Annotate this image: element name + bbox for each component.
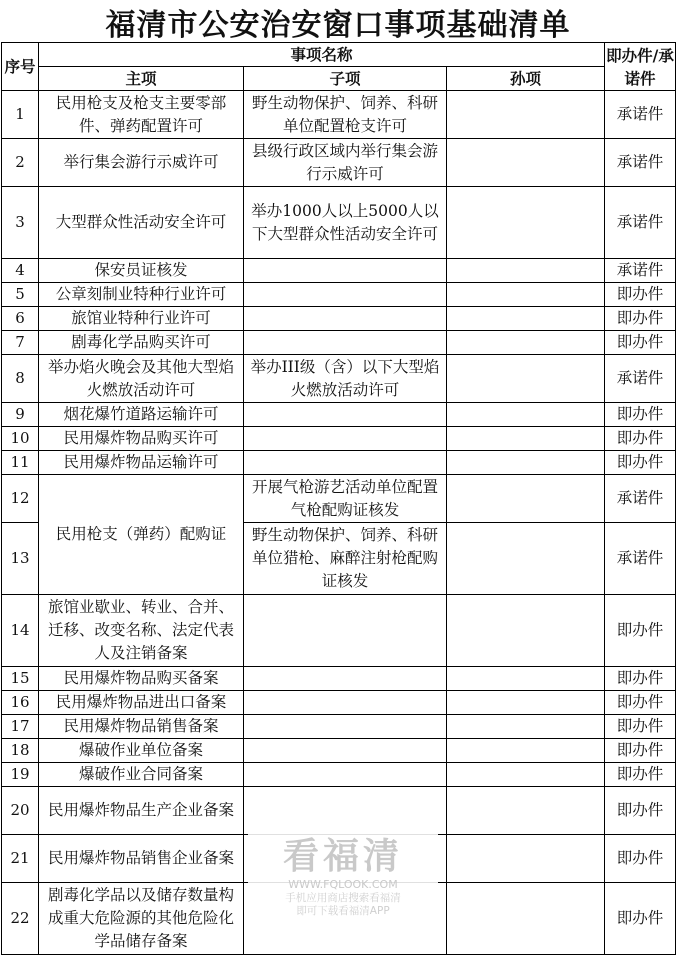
row-grandchild [447,883,605,955]
row-type: 即办件 [605,787,676,835]
row-type: 承诺件 [605,91,676,139]
row-grandchild [447,187,605,259]
row-main: 剧毒化学品购买许可 [39,331,244,355]
watermark-line1: 手机应用商店搜索看福清 [285,892,401,904]
row-type: 即办件 [605,691,676,715]
table-row [2,331,676,355]
row-sub [244,667,447,691]
header-seq: 序号 [2,43,39,91]
table-row [2,787,676,835]
row-sub [244,403,447,427]
row-sub [244,331,447,355]
row-grandchild [447,691,605,715]
row-type: 即办件 [605,331,676,355]
row-seq: 16 [2,691,39,715]
row-seq: 19 [2,763,39,787]
row-seq: 7 [2,331,39,355]
row-sub [244,691,447,715]
row-grandchild [447,355,605,403]
row-seq: 1 [2,91,39,139]
table-row [2,187,676,259]
row-grandchild [447,523,605,595]
row-main: 民用枪支及枪支主要零部件、弹药配置许可 [39,91,244,139]
row-type: 即办件 [605,307,676,331]
watermark-url: WWW.FQLOOK.COM [288,878,398,891]
table-row [2,691,676,715]
row-sub [244,259,447,283]
row-seq: 8 [2,355,39,403]
row-seq: 22 [2,883,39,955]
row-main: 旅馆业特种行业许可 [39,307,244,331]
table-row [2,883,676,955]
row-main: 举行集会游行示威许可 [39,139,244,187]
row-type: 承诺件 [605,187,676,259]
row-main: 民用爆炸物品销售备案 [39,715,244,739]
row-type: 即办件 [605,403,676,427]
row-seq: 14 [2,595,39,667]
watermark-line2: 即可下载看福清APP [296,905,390,917]
table-row [2,715,676,739]
row-type: 即办件 [605,835,676,883]
row-type: 即办件 [605,739,676,763]
table-row [2,91,676,139]
row-grandchild [447,139,605,187]
row-grandchild [447,763,605,787]
table-row [2,403,676,427]
row-sub: 举办III级（含）以下大型焰火燃放活动许可 [244,355,447,403]
row-sub [244,835,447,883]
row-sub [244,715,447,739]
row-seq: 11 [2,451,39,475]
row-type: 承诺件 [605,355,676,403]
header-sub: 子项 [244,67,447,91]
watermark-logo: 看福清 [282,836,403,877]
row-seq: 15 [2,667,39,691]
row-sub [244,451,447,475]
row-type: 即办件 [605,667,676,691]
row-main: 民用枪支（弹药）配购证 [39,475,244,595]
row-sub: 野生动物保护、饲养、科研单位猎枪、麻醉注射枪配购证核发 [244,523,447,595]
row-grandchild [447,475,605,523]
row-grandchild [447,595,605,667]
table-row [2,763,676,787]
row-grandchild [447,715,605,739]
row-type: 即办件 [605,427,676,451]
row-type: 承诺件 [605,523,676,595]
row-main: 大型群众性活动安全许可 [39,187,244,259]
row-grandchild [447,403,605,427]
row-grandchild [447,91,605,139]
page-title: 福清市公安治安窗口事项基础清单 [105,8,571,43]
row-seq: 5 [2,283,39,307]
row-sub [244,763,447,787]
row-grandchild [447,667,605,691]
row-main: 民用爆炸物品购买备案 [39,667,244,691]
row-main: 保安员证核发 [39,259,244,283]
row-grandchild [447,283,605,307]
row-seq: 2 [2,139,39,187]
row-sub: 开展气枪游艺活动单位配置气枪配购证核发 [244,475,447,523]
row-grandchild [447,451,605,475]
row-type: 承诺件 [605,475,676,523]
header-grandchild: 孙项 [447,67,605,91]
row-main: 民用爆炸物品进出口备案 [39,691,244,715]
row-sub [244,427,447,451]
row-seq: 12 [2,475,39,523]
row-type: 即办件 [605,883,676,955]
row-main: 旅馆业歇业、转业、合并、迁移、改变名称、法定代表人及注销备案 [39,595,244,667]
row-grandchild [447,331,605,355]
row-main: 举办焰火晚会及其他大型焰火燃放活动许可 [39,355,244,403]
row-grandchild [447,427,605,451]
row-seq: 4 [2,259,39,283]
row-seq: 13 [2,523,39,595]
table-row [2,139,676,187]
row-type: 承诺件 [605,139,676,187]
row-seq: 20 [2,787,39,835]
row-grandchild [447,739,605,763]
table-row [2,259,676,283]
row-type: 即办件 [605,763,676,787]
row-main: 烟花爆竹道路运输许可 [39,403,244,427]
table-row [2,667,676,691]
row-main: 剧毒化学品以及储存数量构成重大危险源的其他危险化学品储存备案 [39,883,244,955]
row-sub [244,787,447,835]
row-sub [244,739,447,763]
row-type: 即办件 [605,451,676,475]
row-main: 民用爆炸物品生产企业备案 [39,787,244,835]
table-row [2,451,676,475]
row-main: 民用爆炸物品运输许可 [39,451,244,475]
row-sub [244,883,447,955]
row-type: 承诺件 [605,259,676,283]
row-seq: 3 [2,187,39,259]
row-main: 民用爆炸物品销售企业备案 [39,835,244,883]
items-table [1,42,676,955]
row-sub: 举办1000人以上5000人以下大型群众性活动安全许可 [244,187,447,259]
row-grandchild [447,835,605,883]
row-grandchild [447,259,605,283]
row-type: 即办件 [605,283,676,307]
row-main: 爆破作业合同备案 [39,763,244,787]
table-row [2,307,676,331]
header-item-name: 事项名称 [39,43,605,67]
row-grandchild [447,307,605,331]
row-seq: 18 [2,739,39,763]
row-grandchild [447,787,605,835]
row-sub [244,283,447,307]
row-seq: 10 [2,427,39,451]
table-row [2,835,676,883]
row-main: 爆破作业单位备案 [39,739,244,763]
row-sub: 县级行政区域内举行集会游行示威许可 [244,139,447,187]
row-type: 即办件 [605,715,676,739]
row-type: 即办件 [605,595,676,667]
table-row [2,283,676,307]
row-seq: 21 [2,835,39,883]
row-seq: 17 [2,715,39,739]
row-main: 公章刻制业特种行业许可 [39,283,244,307]
table-row [2,595,676,667]
table-row [2,355,676,403]
header-main: 主项 [39,67,244,91]
row-sub [244,595,447,667]
table-row [2,739,676,763]
row-sub: 野生动物保护、饲养、科研单位配置枪支许可 [244,91,447,139]
row-sub [244,307,447,331]
table-row [2,427,676,451]
table-row [2,475,676,523]
row-main: 民用爆炸物品购买许可 [39,427,244,451]
row-seq: 6 [2,307,39,331]
header-type: 即办件/承诺件 [605,43,676,91]
row-seq: 9 [2,403,39,427]
